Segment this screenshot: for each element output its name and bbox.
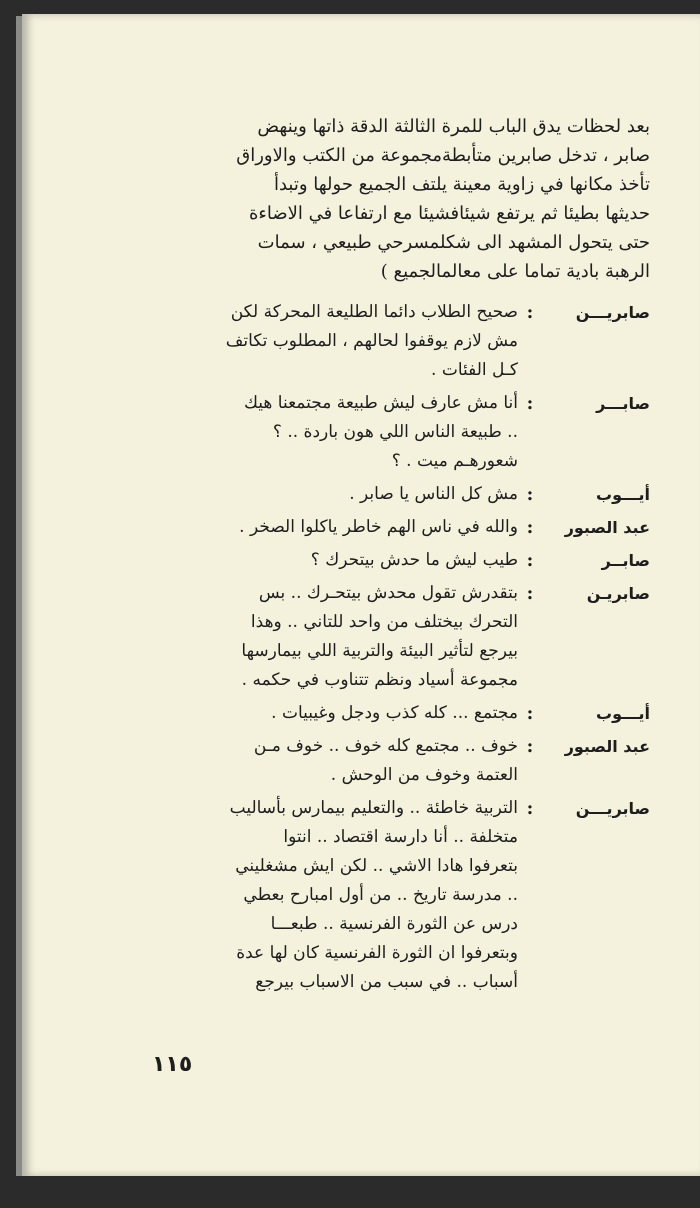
speech-line: متخلفة .. أنا دارسة اقتصاد .. انتوا bbox=[283, 827, 518, 847]
speech-line: أنا مش عارف ليش طبيعة مجتمعنا هيك bbox=[243, 393, 518, 413]
speech bbox=[150, 732, 518, 790]
speech bbox=[150, 513, 518, 542]
speech-line: بيرجع لتأثير البيئة والتربية اللي بيمارسها bbox=[241, 641, 518, 661]
speaker-name: أيـــوب bbox=[595, 704, 650, 723]
speech-line: مجموعة أسياد ونظم تتناوب في حكمه . bbox=[241, 670, 518, 690]
dialogue-line bbox=[150, 513, 650, 542]
speaker-name: صابـــر bbox=[596, 394, 650, 413]
speech-line: .. طبيعة الناس اللي هون باردة .. ؟ bbox=[272, 422, 518, 442]
dialogue-line bbox=[150, 480, 650, 509]
colon: : bbox=[526, 736, 534, 757]
dialogue-line bbox=[150, 546, 650, 575]
dialogue-line bbox=[150, 579, 650, 695]
speech-line: شعورهـم ميت . ؟ bbox=[391, 451, 518, 471]
speech-line: بتعرفوا هادا الاشي .. لكن ايش مشغليني bbox=[235, 856, 518, 876]
page-number: ١١٥ bbox=[152, 1052, 193, 1077]
speech-line: مجتمع ... كله كذب ودجل وغيبيات . bbox=[271, 703, 518, 723]
speech-line: كـل الفئات . bbox=[431, 360, 518, 380]
colon: : bbox=[526, 517, 534, 538]
dialogue bbox=[150, 298, 650, 997]
speaker-name: صابــر bbox=[601, 551, 650, 570]
speech-line: مش كل الناس يا صابر . bbox=[349, 484, 518, 504]
dialogue-line bbox=[150, 699, 650, 728]
dialogue-line bbox=[150, 794, 650, 997]
speech bbox=[150, 699, 518, 728]
speech-line: أسباب .. في سبب من الاسباب بيرجع bbox=[255, 972, 518, 992]
speech bbox=[150, 794, 518, 997]
colon: : bbox=[526, 703, 534, 724]
speech bbox=[150, 480, 518, 509]
intro-line: حتى يتحول المشهد الى شكلمسرحي طبيعي ، سمات bbox=[257, 232, 650, 253]
speaker-name: صابريـن bbox=[586, 584, 650, 603]
intro-line: بعد لحظات يدق الباب للمرة الثالثة الدقة ذاتها وينهض bbox=[257, 116, 650, 137]
intro-line: الرهبة بادية تماما على معالمالجميع ) bbox=[380, 261, 650, 282]
speech bbox=[150, 579, 518, 695]
dialogue-line bbox=[150, 298, 650, 385]
speech-line: صحيح الطلاب دائما الطليعة المحركة لكن bbox=[230, 302, 518, 322]
intro-line: تأخذ مكانها في زاوية معينة يلتف الجميع حولها وتبدأ bbox=[273, 174, 650, 195]
colon: : bbox=[526, 484, 534, 505]
speech bbox=[150, 546, 518, 575]
dialogue-line bbox=[150, 389, 650, 476]
speaker-name: صابريـــن bbox=[575, 799, 650, 818]
speech-line: والله في ناس الهم خاطر ياكلوا الصخر . bbox=[239, 517, 518, 537]
colon: : bbox=[526, 302, 534, 323]
speaker-name: عبد الصبور bbox=[564, 518, 650, 537]
speech-line: بتقدرش تقول محدش بيتحـرك .. بس bbox=[258, 583, 518, 603]
speaker-name: عبد الصبور bbox=[564, 737, 650, 756]
speech-line: التربية خاطئة .. والتعليم بيمارس بأساليب bbox=[229, 798, 518, 818]
speech-line: طيب ليش ما حدش بيتحرك ؟ bbox=[310, 550, 518, 570]
speech-line: درس عن الثورة الفرنسية .. طبعـــا bbox=[270, 914, 518, 934]
speech-line: خوف .. مجتمع كله خوف .. خوف مـن bbox=[253, 736, 518, 756]
intro-line: صابر ، تدخل صابرين متأبطةمجموعة من الكتب والاوراق bbox=[236, 145, 650, 166]
colon: : bbox=[526, 393, 534, 414]
speech bbox=[150, 298, 518, 385]
intro-line: حديثها بطيئا ثم يرتفع شيئافشيئا مع ارتفاعا في الاضاءة bbox=[248, 203, 650, 224]
colon: : bbox=[526, 583, 534, 604]
speech-line: العتمة وخوف من الوحش . bbox=[330, 765, 518, 785]
speaker-name: صابريـــن bbox=[575, 303, 650, 322]
colon: : bbox=[526, 550, 534, 571]
speech bbox=[150, 389, 518, 476]
colon: : bbox=[526, 798, 534, 819]
text-block bbox=[150, 112, 650, 1001]
speech-line: التحرك بيختلف من واحد للتاني .. وهذا bbox=[250, 612, 518, 632]
speech-line: وبتعرفوا ان الثورة الفرنسية كان لها عدة bbox=[236, 943, 518, 963]
speech-line: مش لازم يوقفوا لحالهم ، المطلوب تكاتف bbox=[225, 331, 518, 351]
speech-line: .. مدرسة تاريخ .. من أول امبارح بعطي bbox=[243, 885, 518, 905]
dialogue-line bbox=[150, 732, 650, 790]
stage-direction bbox=[150, 112, 650, 286]
speaker-name: أيـــوب bbox=[595, 485, 650, 504]
